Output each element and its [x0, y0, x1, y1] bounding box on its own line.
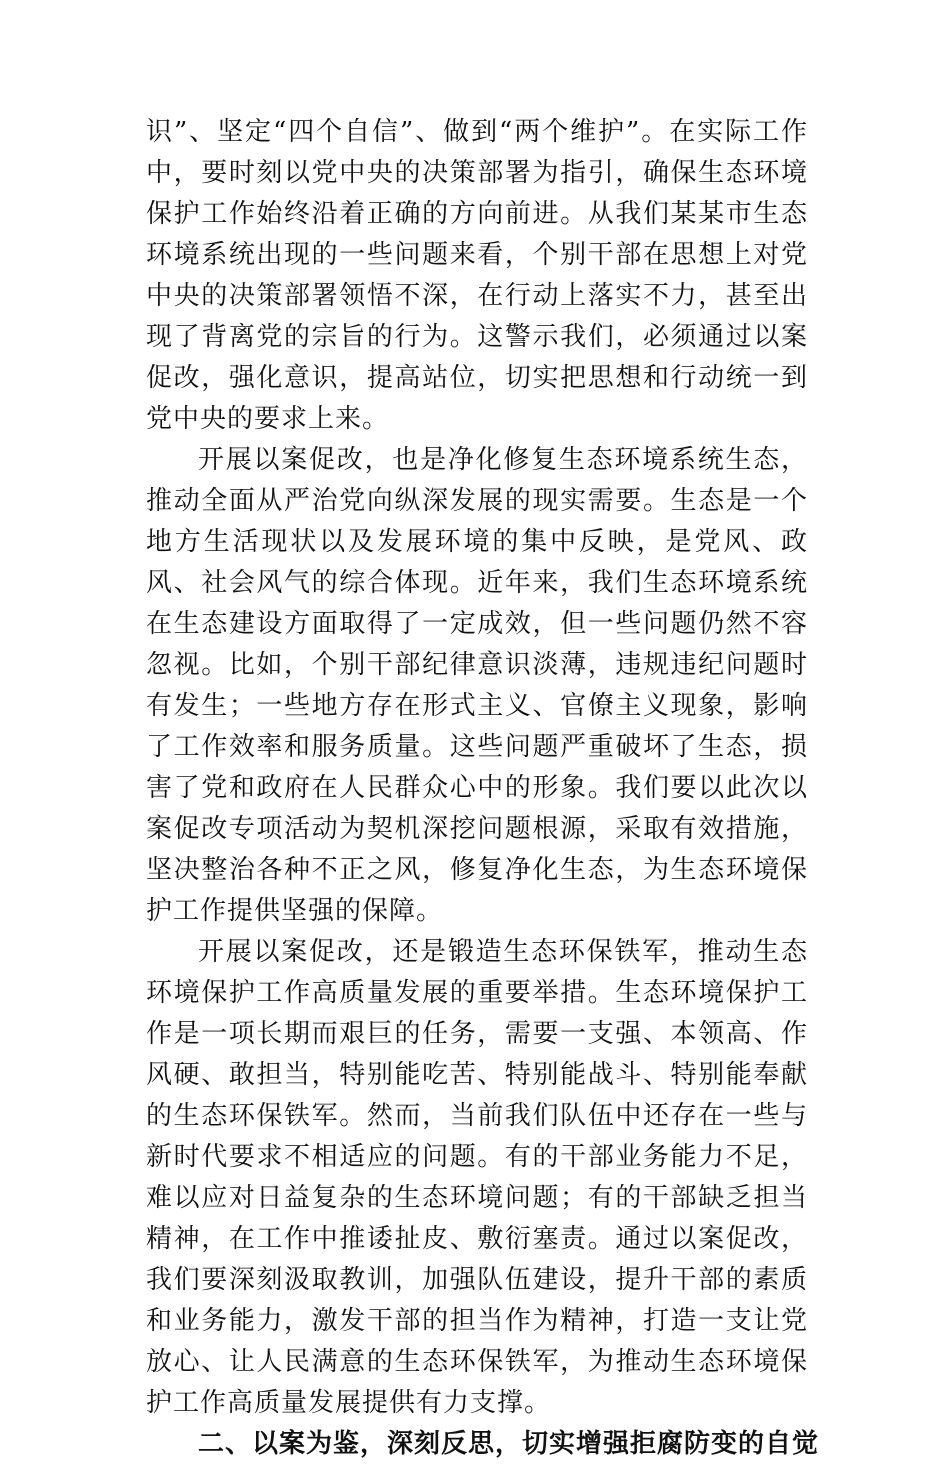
paragraph-forge-team: 开展以案促改，还是锻造生态环保铁军，推动生态环境保护工作高质量发展的重要举措。生态环境保护工作是一项长期而艰巨的任务，需要一支强、本领高、作风硬、敢担当，特别能吃苦、特别能战斗、特别能奉献的生态环保铁军。然而，当前我们队伍中还存在一些与新时代要求不相适应的问题。有的干部业务能力不足，难以应对日益复杂的生态环境问题；有的干部缺乏担当精神，在工作中推诿扯皮、敷衍塞责。通过以案促改，我们要深刻汲取教训，加强队伍建设，提升干部的素质和业务能力，激发干部的担当作为精神，打造一支让党放心、让人民满意的生态环保铁军，为推动生态环境保护工作高质量发展提供有力支撑。 [146, 937, 808, 1418]
section-heading: 二、以案为鉴，深刻反思，切实增强拒腐防变的自觉 [198, 1429, 820, 1459]
paragraph-purify-ecology: 开展以案促改，也是净化修复生态环境系统生态，推动全面从严治党向纵深发展的现实需要。生态是一个地方生活现状以及发展环境的集中反映，是党风、政风、社会风气的综合体现。近年来，我们生态环境系统在生态建设方面取得了一定成效，但一些问题仍然不容忽视。比如，个别干部纪律意识淡薄，违规违纪问题时有发生；一些地方存在形式主义、官僚主义现象，影响了工作效率和服务质量。这些问题严重破坏了生态，损害了党和政府在人民群众心中的形象。我们要以此次以案促改专项活动为契机深挖问题根源，采取有效措施，坚决整治各种不正之风，修复净化生态，为生态环境保护工作提供坚强的保障。 [146, 445, 808, 926]
paragraph-continued: 识”、坚定“四个自信”、做到“两个维护”。在实际工作中，要时刻以党中央的决策部署为指引，确保生态环境保护工作始终沿着正确的方向前进。从我们某某市生态环境系统出现的一些问题来看，个别干部在思想上对党中央的决策部署领悟不深，在行动上落实不力，甚至出现了背离党的宗旨的行为。这警示我们，必须通过以案促改，强化意识，提高站位，切实把思想和行动统一到党中央的要求上来。 [146, 117, 808, 434]
document-body [146, 112, 820, 1465]
